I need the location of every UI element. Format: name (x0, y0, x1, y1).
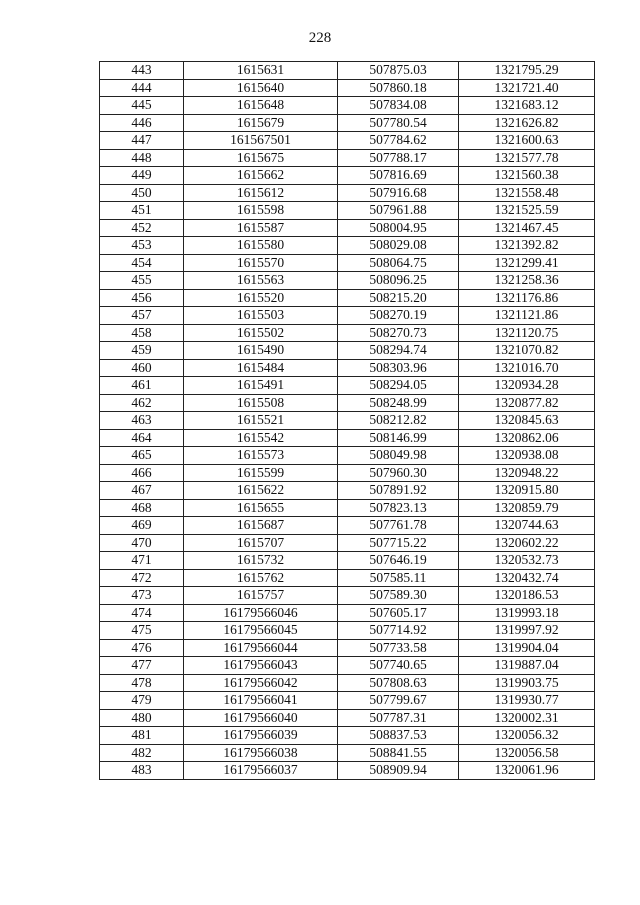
point-id-cell: 16179566043 (184, 657, 338, 675)
y-coordinate-cell: 1321176.86 (459, 289, 595, 307)
y-coordinate-cell: 1320186.53 (459, 587, 595, 605)
x-coordinate-cell: 508096.25 (338, 272, 459, 290)
point-id-cell: 1615520 (184, 289, 338, 307)
row-index-cell: 481 (100, 727, 184, 745)
point-id-cell: 16179566038 (184, 744, 338, 762)
x-coordinate-cell: 507787.31 (338, 709, 459, 727)
y-coordinate-cell: 1320934.28 (459, 377, 595, 395)
x-coordinate-cell: 508248.99 (338, 394, 459, 412)
point-id-cell: 16179566039 (184, 727, 338, 745)
point-id-cell: 1615521 (184, 412, 338, 430)
point-id-cell: 1615587 (184, 219, 338, 237)
x-coordinate-cell: 508837.53 (338, 727, 459, 745)
y-coordinate-cell: 1320432.74 (459, 569, 595, 587)
point-id-cell: 1615622 (184, 482, 338, 500)
table-row (100, 412, 595, 430)
x-coordinate-cell: 508215.20 (338, 289, 459, 307)
row-index-cell: 482 (100, 744, 184, 762)
y-coordinate-cell: 1320061.96 (459, 762, 595, 780)
x-coordinate-cell: 507646.19 (338, 552, 459, 570)
x-coordinate-cell: 507605.17 (338, 604, 459, 622)
row-index-cell: 457 (100, 307, 184, 325)
point-id-cell: 16179566045 (184, 622, 338, 640)
row-index-cell: 483 (100, 762, 184, 780)
row-index-cell: 467 (100, 482, 184, 500)
table-row (100, 394, 595, 412)
row-index-cell: 444 (100, 79, 184, 97)
point-id-cell: 1615508 (184, 394, 338, 412)
x-coordinate-cell: 508294.74 (338, 342, 459, 360)
row-index-cell: 477 (100, 657, 184, 675)
table-row (100, 587, 595, 605)
x-coordinate-cell: 508004.95 (338, 219, 459, 237)
y-coordinate-cell: 1320845.63 (459, 412, 595, 430)
table-row (100, 254, 595, 272)
point-id-cell: 1615502 (184, 324, 338, 342)
row-index-cell: 468 (100, 499, 184, 517)
x-coordinate-cell: 508029.08 (338, 237, 459, 255)
row-index-cell: 471 (100, 552, 184, 570)
x-coordinate-cell: 507960.30 (338, 464, 459, 482)
row-index-cell: 474 (100, 604, 184, 622)
point-id-cell: 1615679 (184, 114, 338, 132)
table-row (100, 692, 595, 710)
table-row (100, 727, 595, 745)
x-coordinate-cell: 507808.63 (338, 674, 459, 692)
y-coordinate-cell: 1321120.75 (459, 324, 595, 342)
table-row (100, 552, 595, 570)
row-index-cell: 463 (100, 412, 184, 430)
x-coordinate-cell: 507585.11 (338, 569, 459, 587)
y-coordinate-cell: 1319993.18 (459, 604, 595, 622)
table-row (100, 237, 595, 255)
point-id-cell: 161567501 (184, 132, 338, 150)
x-coordinate-cell: 507891.92 (338, 482, 459, 500)
point-id-cell: 1615491 (184, 377, 338, 395)
point-id-cell: 1615542 (184, 429, 338, 447)
y-coordinate-cell: 1321299.41 (459, 254, 595, 272)
row-index-cell: 448 (100, 149, 184, 167)
x-coordinate-cell: 508841.55 (338, 744, 459, 762)
table-row (100, 342, 595, 360)
table-row (100, 272, 595, 290)
y-coordinate-cell: 1319903.75 (459, 674, 595, 692)
point-id-cell: 1615599 (184, 464, 338, 482)
row-index-cell: 454 (100, 254, 184, 272)
x-coordinate-cell: 508294.05 (338, 377, 459, 395)
y-coordinate-cell: 1320002.31 (459, 709, 595, 727)
point-id-cell: 1615598 (184, 202, 338, 220)
table-body (100, 62, 595, 780)
y-coordinate-cell: 1319904.04 (459, 639, 595, 657)
x-coordinate-cell: 507714.92 (338, 622, 459, 640)
table-row (100, 359, 595, 377)
x-coordinate-cell: 507834.08 (338, 97, 459, 115)
row-index-cell: 447 (100, 132, 184, 150)
x-coordinate-cell: 507761.78 (338, 517, 459, 535)
table-row (100, 447, 595, 465)
y-coordinate-cell: 1320056.32 (459, 727, 595, 745)
y-coordinate-cell: 1319997.92 (459, 622, 595, 640)
x-coordinate-cell: 507961.88 (338, 202, 459, 220)
point-id-cell: 1615707 (184, 534, 338, 552)
row-index-cell: 476 (100, 639, 184, 657)
table-row (100, 762, 595, 780)
point-id-cell: 1615757 (184, 587, 338, 605)
point-id-cell: 1615484 (184, 359, 338, 377)
point-id-cell: 1615612 (184, 184, 338, 202)
row-index-cell: 479 (100, 692, 184, 710)
row-index-cell: 445 (100, 97, 184, 115)
row-index-cell: 461 (100, 377, 184, 395)
x-coordinate-cell: 507733.58 (338, 639, 459, 657)
y-coordinate-cell: 1320056.58 (459, 744, 595, 762)
y-coordinate-cell: 1320859.79 (459, 499, 595, 517)
table-row (100, 569, 595, 587)
x-coordinate-cell: 507875.03 (338, 62, 459, 80)
table-row (100, 377, 595, 395)
y-coordinate-cell: 1320877.82 (459, 394, 595, 412)
y-coordinate-cell: 1321795.29 (459, 62, 595, 80)
table-row (100, 639, 595, 657)
y-coordinate-cell: 1319930.77 (459, 692, 595, 710)
row-index-cell: 473 (100, 587, 184, 605)
page-number: 228 (308, 30, 332, 46)
row-index-cell: 478 (100, 674, 184, 692)
y-coordinate-cell: 1321016.70 (459, 359, 595, 377)
row-index-cell: 452 (100, 219, 184, 237)
y-coordinate-cell: 1321600.63 (459, 132, 595, 150)
y-coordinate-cell: 1320862.06 (459, 429, 595, 447)
table-row (100, 114, 595, 132)
table-row (100, 97, 595, 115)
y-coordinate-cell: 1320532.73 (459, 552, 595, 570)
y-coordinate-cell: 1321560.38 (459, 167, 595, 185)
y-coordinate-cell: 1321558.48 (459, 184, 595, 202)
row-index-cell: 446 (100, 114, 184, 132)
row-index-cell: 465 (100, 447, 184, 465)
row-index-cell: 456 (100, 289, 184, 307)
x-coordinate-cell: 508064.75 (338, 254, 459, 272)
table-row (100, 674, 595, 692)
point-id-cell: 16179566042 (184, 674, 338, 692)
row-index-cell: 466 (100, 464, 184, 482)
y-coordinate-cell: 1321626.82 (459, 114, 595, 132)
coordinates-table (99, 61, 595, 780)
point-id-cell: 16179566041 (184, 692, 338, 710)
x-coordinate-cell: 507784.62 (338, 132, 459, 150)
row-index-cell: 450 (100, 184, 184, 202)
x-coordinate-cell: 508270.19 (338, 307, 459, 325)
x-coordinate-cell: 507916.68 (338, 184, 459, 202)
y-coordinate-cell: 1320938.08 (459, 447, 595, 465)
table-row (100, 534, 595, 552)
point-id-cell: 1615573 (184, 447, 338, 465)
point-id-cell: 16179566044 (184, 639, 338, 657)
y-coordinate-cell: 1321721.40 (459, 79, 595, 97)
table-row (100, 517, 595, 535)
table-row (100, 604, 595, 622)
point-id-cell: 1615687 (184, 517, 338, 535)
table-row (100, 622, 595, 640)
y-coordinate-cell: 1321121.86 (459, 307, 595, 325)
table-row (100, 62, 595, 80)
x-coordinate-cell: 507740.65 (338, 657, 459, 675)
point-id-cell: 1615732 (184, 552, 338, 570)
x-coordinate-cell: 508146.99 (338, 429, 459, 447)
table-row (100, 499, 595, 517)
y-coordinate-cell: 1321577.78 (459, 149, 595, 167)
table-row (100, 429, 595, 447)
table-row (100, 657, 595, 675)
table-row (100, 482, 595, 500)
x-coordinate-cell: 507589.30 (338, 587, 459, 605)
point-id-cell: 16179566037 (184, 762, 338, 780)
table-row (100, 709, 595, 727)
point-id-cell: 16179566040 (184, 709, 338, 727)
point-id-cell: 1615570 (184, 254, 338, 272)
y-coordinate-cell: 1321467.45 (459, 219, 595, 237)
y-coordinate-cell: 1321258.36 (459, 272, 595, 290)
row-index-cell: 455 (100, 272, 184, 290)
point-id-cell: 16179566046 (184, 604, 338, 622)
y-coordinate-cell: 1320744.63 (459, 517, 595, 535)
row-index-cell: 459 (100, 342, 184, 360)
point-id-cell: 1615563 (184, 272, 338, 290)
x-coordinate-cell: 507715.22 (338, 534, 459, 552)
row-index-cell: 464 (100, 429, 184, 447)
point-id-cell: 1615675 (184, 149, 338, 167)
y-coordinate-cell: 1320602.22 (459, 534, 595, 552)
x-coordinate-cell: 507780.54 (338, 114, 459, 132)
table-row (100, 202, 595, 220)
point-id-cell: 1615655 (184, 499, 338, 517)
table-row (100, 132, 595, 150)
table-row (100, 464, 595, 482)
x-coordinate-cell: 508270.73 (338, 324, 459, 342)
x-coordinate-cell: 508909.94 (338, 762, 459, 780)
point-id-cell: 1615490 (184, 342, 338, 360)
table-row (100, 219, 595, 237)
x-coordinate-cell: 507860.18 (338, 79, 459, 97)
point-id-cell: 1615662 (184, 167, 338, 185)
table-row (100, 184, 595, 202)
y-coordinate-cell: 1321070.82 (459, 342, 595, 360)
table-row (100, 149, 595, 167)
row-index-cell: 449 (100, 167, 184, 185)
row-index-cell: 460 (100, 359, 184, 377)
table-row (100, 744, 595, 762)
table-row (100, 324, 595, 342)
row-index-cell: 462 (100, 394, 184, 412)
y-coordinate-cell: 1320915.80 (459, 482, 595, 500)
point-id-cell: 1615762 (184, 569, 338, 587)
x-coordinate-cell: 508303.96 (338, 359, 459, 377)
point-id-cell: 1615631 (184, 62, 338, 80)
y-coordinate-cell: 1321525.59 (459, 202, 595, 220)
point-id-cell: 1615503 (184, 307, 338, 325)
row-index-cell: 458 (100, 324, 184, 342)
x-coordinate-cell: 507788.17 (338, 149, 459, 167)
row-index-cell: 453 (100, 237, 184, 255)
point-id-cell: 1615640 (184, 79, 338, 97)
y-coordinate-cell: 1321392.82 (459, 237, 595, 255)
row-index-cell: 472 (100, 569, 184, 587)
row-index-cell: 443 (100, 62, 184, 80)
table-row (100, 167, 595, 185)
point-id-cell: 1615648 (184, 97, 338, 115)
y-coordinate-cell: 1319887.04 (459, 657, 595, 675)
x-coordinate-cell: 507823.13 (338, 499, 459, 517)
table-row (100, 79, 595, 97)
table-row (100, 307, 595, 325)
x-coordinate-cell: 507799.67 (338, 692, 459, 710)
x-coordinate-cell: 508049.98 (338, 447, 459, 465)
row-index-cell: 451 (100, 202, 184, 220)
row-index-cell: 470 (100, 534, 184, 552)
row-index-cell: 469 (100, 517, 184, 535)
table-row (100, 289, 595, 307)
row-index-cell: 480 (100, 709, 184, 727)
x-coordinate-cell: 507816.69 (338, 167, 459, 185)
y-coordinate-cell: 1321683.12 (459, 97, 595, 115)
point-id-cell: 1615580 (184, 237, 338, 255)
x-coordinate-cell: 508212.82 (338, 412, 459, 430)
row-index-cell: 475 (100, 622, 184, 640)
y-coordinate-cell: 1320948.22 (459, 464, 595, 482)
